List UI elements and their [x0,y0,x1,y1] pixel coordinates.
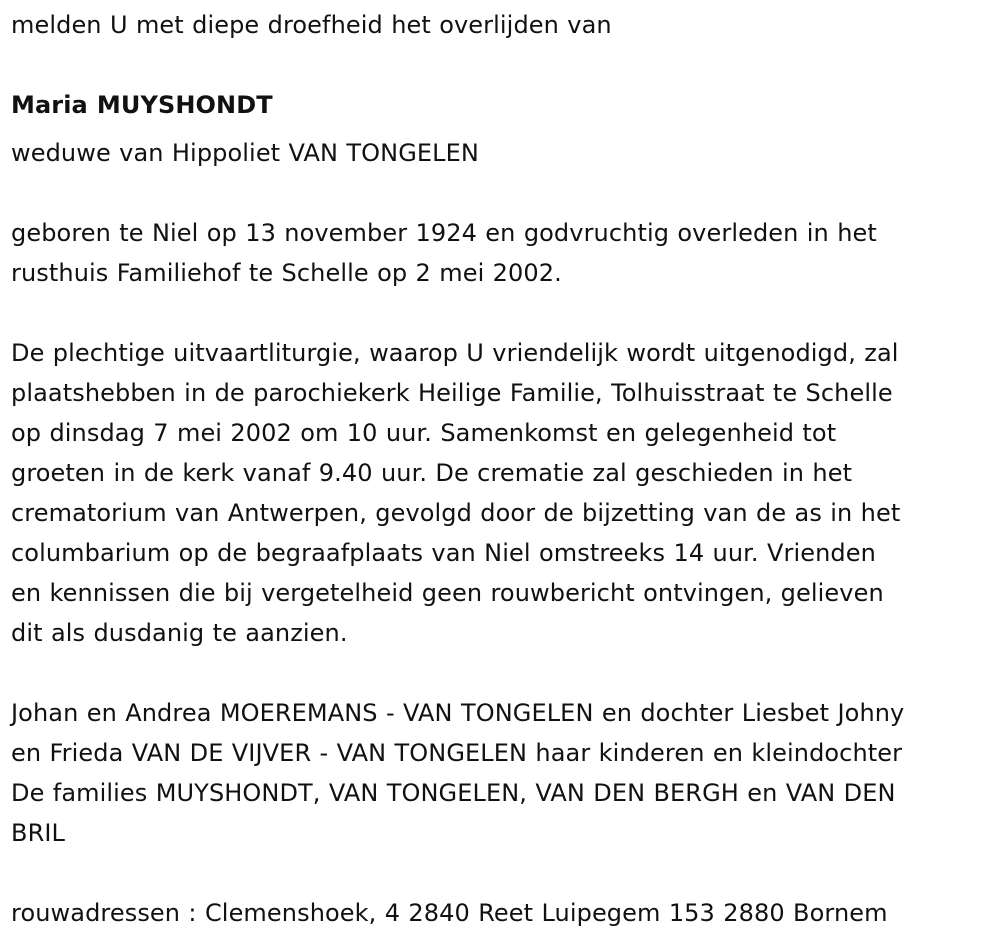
funeral-text-line-7: en kennissen die bij vergetelheid geen rouwbericht ontvingen, gelieven [11,579,884,607]
funeral-text-line-6: columbarium op de begraafplaats van Niel omstreeks 14 uur. Vrienden [11,539,876,567]
birth-death-line-2: rusthuis Familiehof te Schelle op 2 mei 2002. [11,259,562,287]
family-text-line-4: BRIL [11,819,65,847]
funeral-text-line-5: crematorium van Antwerpen, gevolgd door de bijzetting van de as in het [11,499,901,527]
funeral-text-line-3: op dinsdag 7 mei 2002 om 10 uur. Samenkomst en gelegenheid tot [11,419,837,447]
address-line: rouwadressen : Clemenshoek, 4 2840 Reet Luipegem 153 2880 Bornem [11,899,888,927]
family-text-line-2: en Frieda VAN DE VIJVER - VAN TONGELEN haar kinderen en kleindochter [11,739,903,767]
funeral-text-line-1: De plechtige uitvaartliturgie, waarop U vriendelijk wordt uitgenodigd, zal [11,339,899,367]
family-text-line-3: De families MUYSHONDT, VAN TONGELEN, VAN DEN BERGH en VAN DEN [11,779,896,807]
birth-death-line-1: geboren te Niel op 13 november 1924 en godvruchtig overleden in het [11,219,877,247]
spouse-line: weduwe van Hippoliet VAN TONGELEN [11,139,479,167]
intro-text: melden U met diepe droefheid het overlijden van [11,11,612,39]
deceased-name: Maria MUYSHONDT [11,91,273,119]
funeral-text-line-8: dit als dusdanig te aanzien. [11,619,348,647]
funeral-text-line-2: plaatshebben in de parochiekerk Heilige Familie, Tolhuisstraat te Schelle [11,379,893,407]
funeral-text-line-4: groeten in de kerk vanaf 9.40 uur. De crematie zal geschieden in het [11,459,853,487]
family-text-line-1: Johan en Andrea MOEREMANS - VAN TONGELEN en dochter Liesbet Johny [11,699,905,727]
